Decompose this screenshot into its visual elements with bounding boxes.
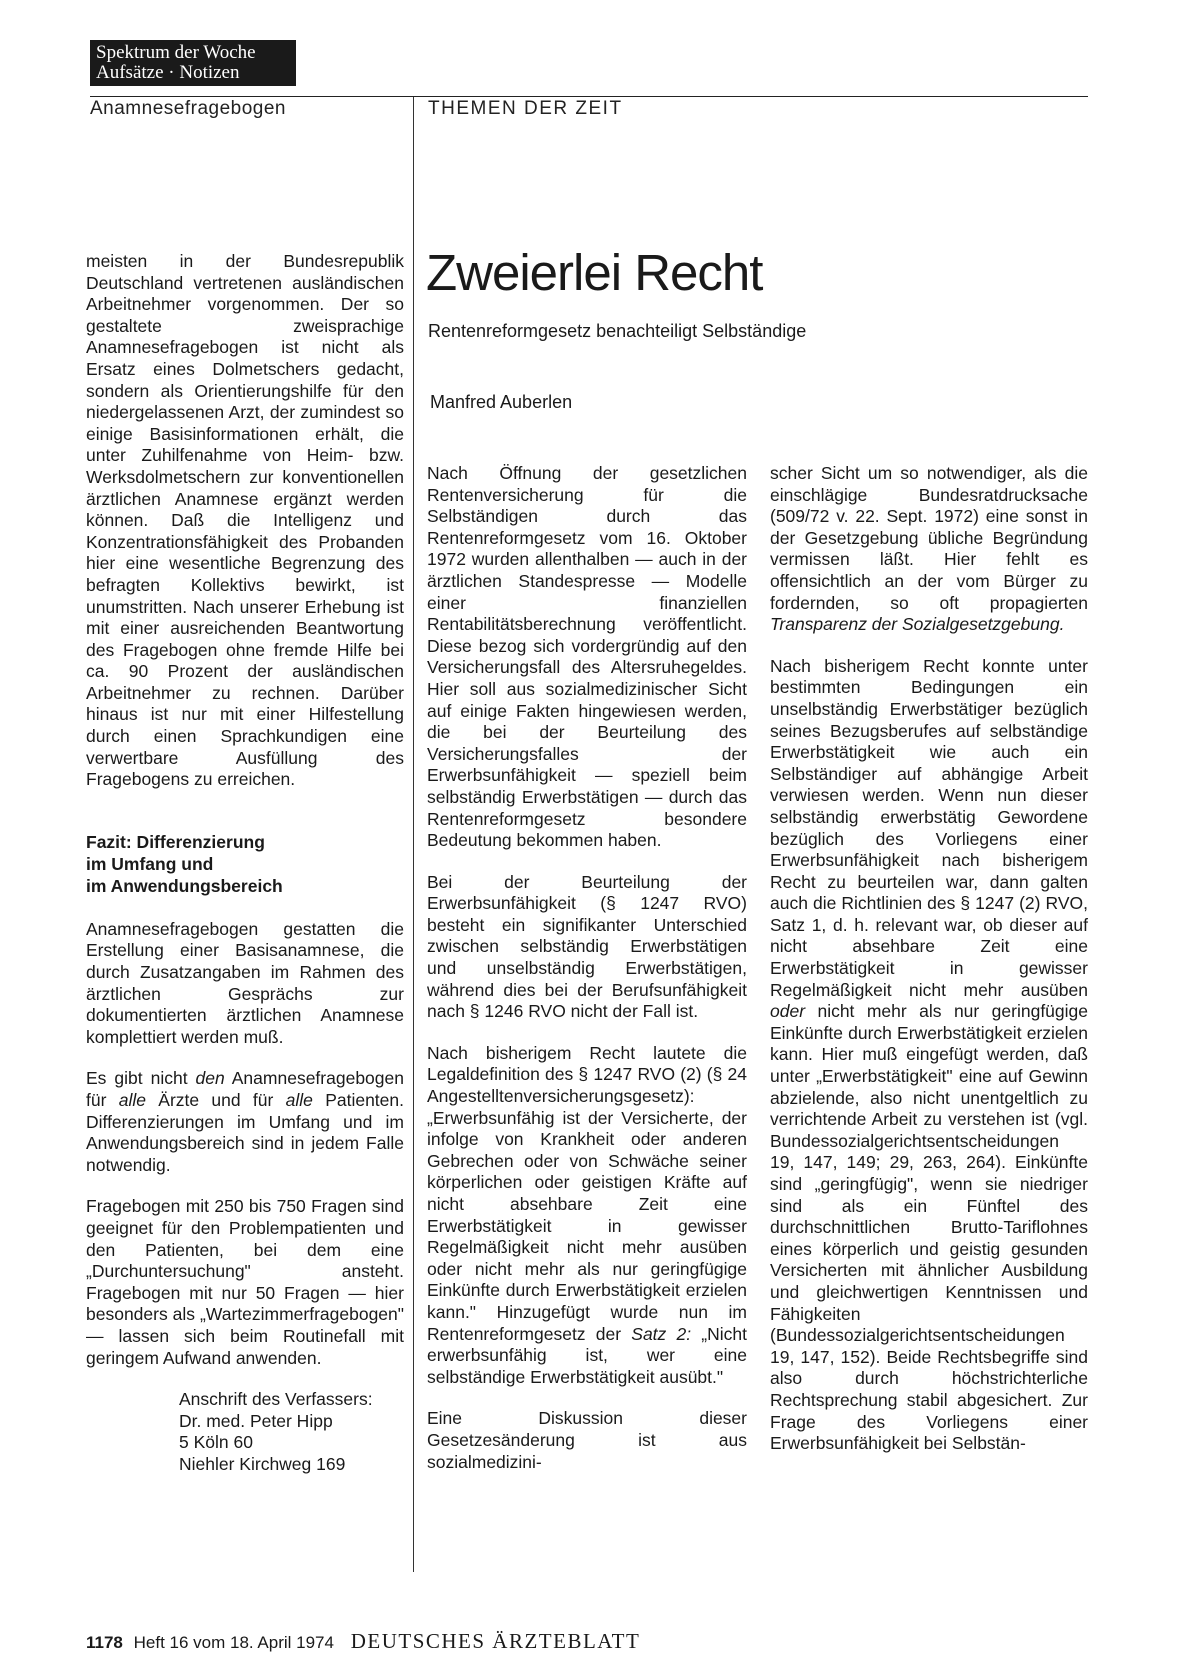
subheading-line-3: im Anwendungsbereich [86, 875, 283, 896]
col2-paragraph-3: Nach bisherigem Recht lautete die Legaldefinition des § 1247 RVO (2) (§ 24 Angestelltenversicherungsgesetz): „Erwerbsunfähig ist der Versicherte, der infolge von Krankheit oder anderen Gebrechen oder von Schwäche seiner körperlichen oder geistigen Kräfte auf nicht absehbare Zeit eine Erwerbstätigkeit in gewisser Regelmäßigkeit nicht mehr ausüben oder nicht mehr als nur geringfügige Einkünfte durch Erwerbstätigkeit erzielen kann." Hinzugefügt wurde nun im Rentenreformgesetz der Satz 2: „Nicht erwerbsunfähig ist, wer eine selbständige Erwerbstätigkeit ausübt." [427, 1042, 747, 1387]
page-footer [86, 1629, 640, 1654]
issue-info: Heft 16 vom 18. April 1974 [133, 1633, 334, 1652]
address-line-4: Niehler Kirchweg 169 [179, 1453, 346, 1474]
col2-paragraph-2: Bei der Beurteilung der Erwerbsunfähigkeit (§ 1247 RVO) besteht ein signifikanter Unterschied zwischen selbständig Erwerbstätigen und unselbständig Erwerbstätigen, während dies bei der Berufsunfähigkeit nach § 1246 RVO nicht der Fall ist. [427, 871, 747, 1022]
column-divider [413, 97, 414, 1572]
section-badge [90, 40, 296, 86]
subheading [86, 831, 404, 897]
kicker-left: Anamnesefragebogen [90, 98, 286, 119]
column-3 [770, 463, 1088, 1475]
header-rule [90, 96, 1088, 97]
subheading-line-1: Fazit: Differenzierung [86, 831, 265, 852]
article-deck: Rentenreformgesetz benachteiligt Selbständige [428, 321, 807, 341]
col2-paragraph-1: Nach Öffnung der gesetzlichen Rentenversicherung für die Selbständigen durch das Rentenreformgesetz vom 16. Oktober 1972 wurden allenthalben — auch in der ärztlichen Standespresse — Modelle einer finanziellen Rentabilitätsberechnung veröffentlicht. Diese bezog sich vordergründig auf den Versicherungsfall des Altersruhegeldes. Hier soll aus sozialmedizinischer Sicht auf einige Fakten hingewiesen werden, die bei der Beurteilung des Versicherungsfalles der Erwerbsunfähigkeit — speziell beim selbständig Erwerbstätigen — durch das Rentenreformgesetz besondere Bedeutung bekommen haben. [427, 463, 747, 851]
page-number: 1178 [86, 1633, 123, 1652]
address-line-3: 5 Köln 60 [179, 1432, 253, 1453]
article-headline: Zweierlei Recht [426, 244, 763, 301]
col1-paragraph-2: Anamnesefragebogen gestatten die Erstellung einer Basisanamnese, die durch Zusatzangaben im Rahmen des ärztlichen Gesprächs zur dokumentierten ärztlichen Anamnese komplettiert werden muß. [86, 918, 404, 1047]
col3-paragraph-2: Nach bisherigem Recht konnte unter bestimmten Bedingungen ein unselbständig Erwerbstätiger bezüglich seines Bezugsberufes auf selbständige Erwerbstätigkeit wie auch ein Selbständiger auf abhängige Arbeit verwiesen werden. Wenn nun dieser selbständig erwerbstätig Gewordene bezüglich des Vorliegens einer Erwerbsunfähigkeit nach bisherigem Recht zu beurteilen war, dann galten auch die Richtlinien des § 1247 (2) RVO, Satz 1, d. h. relevant war, ob dieser auf nicht absehbare Zeit eine Erwerbstätigkeit in gewisser Regelmäßigkeit nicht mehr ausüben oder nicht mehr als nur geringfügige Einkünfte durch Erwerbstätigkeit erzielen kann. Hier muß eingefügt werden, daß unter „Erwerbstätigkeit" eine auf Gewinn abzielende, also nicht unentgeltlich zu verrichtende Arbeit zu verstehen ist (vgl. Bundessozialgerichtsentscheidungen 19, 147, 149; 29, 263, 264). Einkünfte sind „geringfügig", wenn sie niedriger sind als ein Fünftel des durchschnittlichen Brutto-Tariflohnes eines körperlich und geistig gesunden Versicherten mit ähnlicher Ausbildung und gleichwertigen Kenntnissen und Fähigkeiten (Bundessozialgerichtsentscheidungen 19, 147, 152). Beide Rechtsbegriffe sind also durch höchstrichterliche Rechtsprechung stabil abgesichert. Zur Frage des Vorliegens einer Erwerbsunfähigkeit bei Selbstän- [770, 655, 1088, 1454]
section-badge-line1: Spektrum der Woche [96, 42, 256, 63]
kicker-right: THEMEN DER ZEIT [428, 98, 623, 119]
col2-paragraph-4: Eine Diskussion dieser Gesetzesänderung ist aus sozialmedizini- [427, 1408, 747, 1472]
column-2 [427, 463, 747, 1493]
subheading-line-2: im Umfang und [86, 853, 214, 874]
column-1 [86, 251, 404, 1476]
col3-paragraph-1: scher Sicht um so notwendiger, als die einschlägige Bundesratdrucksache (509/72 v. 22. Sept. 1972) eine sonst in der Gesetzgebung übliche Begründung vermissen läßt. Hier fehlt es offensichtlich an der vom Bürger zu fordernden, so oft propagierten Transparenz der Sozialgesetzgebung. [770, 463, 1088, 635]
col1-paragraph-1: meisten in der Bundesrepublik Deutschland vertretenen ausländischen Arbeitnehmer vorgenommen. Der so gestaltete zweisprachige Anamnesefragebogen ist nicht als Ersatz eines Dolmetschers gedacht, sondern als Orientierungshilfe für den niedergelassenen Arzt, der zumindest so einige Basisinformationen erhält, die unter Zuhilfenahme von Heim- bzw. Werksdolmetschern zur konventionellen ärztlichen Anamnese ergänzt werden können. Daß die Intelligenz und Konzentrationsfähigkeit des Probanden hier eine wesentliche Begrenzung des befragten Kollektivs bewirkt, ist unumstritten. Nach unserer Erhebung ist mit einer ausreichenden Beantwortung des Fragebogen ohne fremde Hilfe bei ca. 90 Prozent der ausländischen Arbeitnehmer zu rechnen. Darüber hinaus ist nur mit einer Hilfestellung durch einen Sprachkundigen eine verwertbare Ausfüllung des Fragebogens zu erreichen. [86, 251, 404, 790]
journal-name: DEUTSCHES ÄRZTEBLATT [350, 1629, 641, 1653]
article-author: Manfred Auberlen [430, 392, 573, 412]
section-badge-line2: Aufsätze · Notizen [96, 62, 240, 83]
address-line-1: Anschrift des Verfassers: [179, 1389, 373, 1410]
col1-paragraph-3: Es gibt nicht den Anamnesefragebogen für alle Ärzte und für alle Patienten. Differenzierungen im Umfang und im Anwendungsbereich sind in jedem Falle notwendig. [86, 1068, 404, 1175]
author-address [179, 1389, 404, 1475]
address-line-2: Dr. med. Peter Hipp [179, 1410, 333, 1431]
col1-paragraph-4: Fragebogen mit 250 bis 750 Fragen sind geeignet für den Problempatienten und den Patienten, bei dem eine „Durchuntersuchung" ansteht. Fragebogen mit nur 50 Fragen — hier besonders als „Wartezimmerfragebogen" — lassen sich beim Routinefall mit geringem Aufwand anwenden. [86, 1196, 404, 1368]
